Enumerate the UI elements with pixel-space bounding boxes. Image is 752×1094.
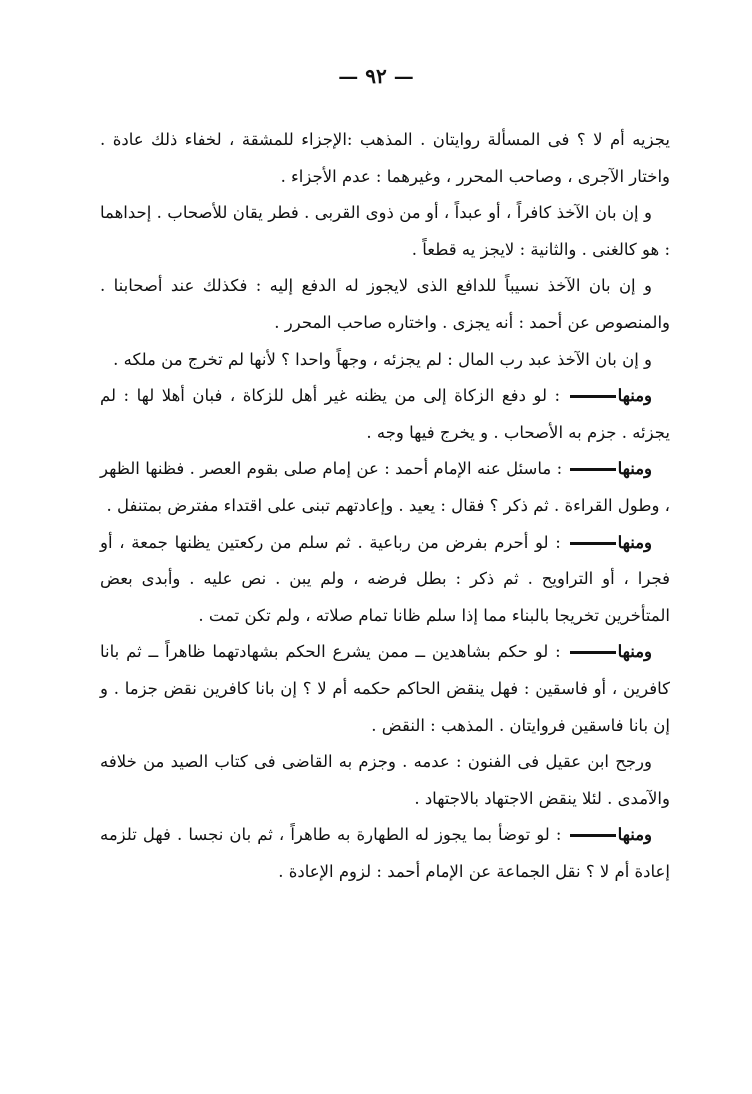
paragraph-text: : لو توضأ بما يجوز له الطهارة به طاهراً ، ثم بان نجسا . فهل تلزمه إعادة أم لا ؟ نقل الجماعة عن الإمام أحمد : لزوم الإعادة . (100, 825, 670, 881)
paragraph-text: ورجح ابن عقيل فى الفنون : عدمه . وجزم به القاضى فى كتاب الصيد من خلافه والآمدى . لئلا ينقض الاجتهاد بالاجتهاد . (100, 752, 670, 808)
paragraph-lead-word: ومنها (617, 642, 652, 662)
paragraph (100, 378, 670, 451)
paragraph-text: : لو أحرم بفرض من رباعية . ثم سلم من ركعتين يظنها جمعة ، أو فجرا ، أو التراويح . ثم ذكر : بطل فرضه ، ولم يبن . نص عليه . وأبدى بعض المتأخرين تخريجا بالبناء مما إذا سلم ظانا تمام صلاته ، ولم تكن تمت . (100, 532, 670, 625)
paragraph (100, 817, 670, 890)
paragraph (100, 634, 670, 744)
paragraph-text: يجزيه أم لا ؟ فى المسألة روايتان . المذهب :الإجزاء للمشقة ، لخفاء ذلك عادة . واختار الآجرى ، وصاحب المحرر ، وغيرهما : عدم الأجزاء . (100, 130, 670, 186)
lead-word-stroke (570, 468, 616, 471)
paragraph-text: و إن بان الآخذ كافراً ، أو عبداً ، أو من ذوى القربى . فطر يقان للأصحاب . إحداهما : هو كالغنى . والثانية : لايجز يه قطعاً . (100, 203, 670, 259)
paragraph-text: : لو حكم بشاهدين ــ ممن يشرع الحكم بشهادتهما ظاهراً ــ ثم بانا كافرين ، أو فاسقين : فهل ينقض الحاكم حكمه أم لا ؟ إن بانا كافرين نقض جزما . و إن بانا فاسقين فروايتان . المذهب : النقض . (100, 642, 670, 735)
paragraph (100, 744, 670, 817)
paragraph-text: : لو دفع الزكاة إلى من يظنه غير أهل للزكاة ، فبان أهلا لها : لم يجزئه . جزم به الأصحاب . و يخرج فيها وجه . (100, 386, 670, 442)
paragraph-lead-word: ومنها (617, 825, 652, 845)
lead-word-stroke (570, 651, 616, 654)
paragraph-text: و إن بان الآخذ نسيباً للدافع الذى لايجوز له الدفع إليه : فكذلك عند أصحابنا . والمنصوص عن أحمد : أنه يجزى . واختاره صاحب المحرر . (100, 276, 670, 332)
paragraph-lead-word: ومنها (617, 386, 652, 406)
paragraph (100, 268, 670, 341)
paragraph (100, 525, 670, 635)
paragraph (100, 122, 670, 195)
paragraph (100, 451, 670, 524)
lead-word-stroke (570, 834, 616, 837)
paragraph-text: و إن بان الآخذ عبد رب المال : لم يجزئه ، وجهاً واحدا ؟ لأنها لم تخرج من ملكه . (113, 349, 652, 369)
paragraph-lead-word: ومنها (617, 532, 652, 552)
lead-word-stroke (570, 395, 616, 398)
paragraph (100, 342, 670, 379)
text-body (100, 122, 670, 890)
paragraph (100, 195, 670, 268)
page-number: — ٩٢ — (338, 64, 414, 88)
paragraph-text: : ماسئل عنه الإمام أحمد : عن إمام صلى بقوم العصر . فظنها الظهر ، وطول القراءة . ثم ذكر ؟ فقال : يعيد . وإعادتهم تبنى على اقتداء مفترض بمتنفل . (100, 459, 670, 515)
lead-word-stroke (570, 542, 616, 545)
paragraph-lead-word: ومنها (617, 459, 652, 479)
